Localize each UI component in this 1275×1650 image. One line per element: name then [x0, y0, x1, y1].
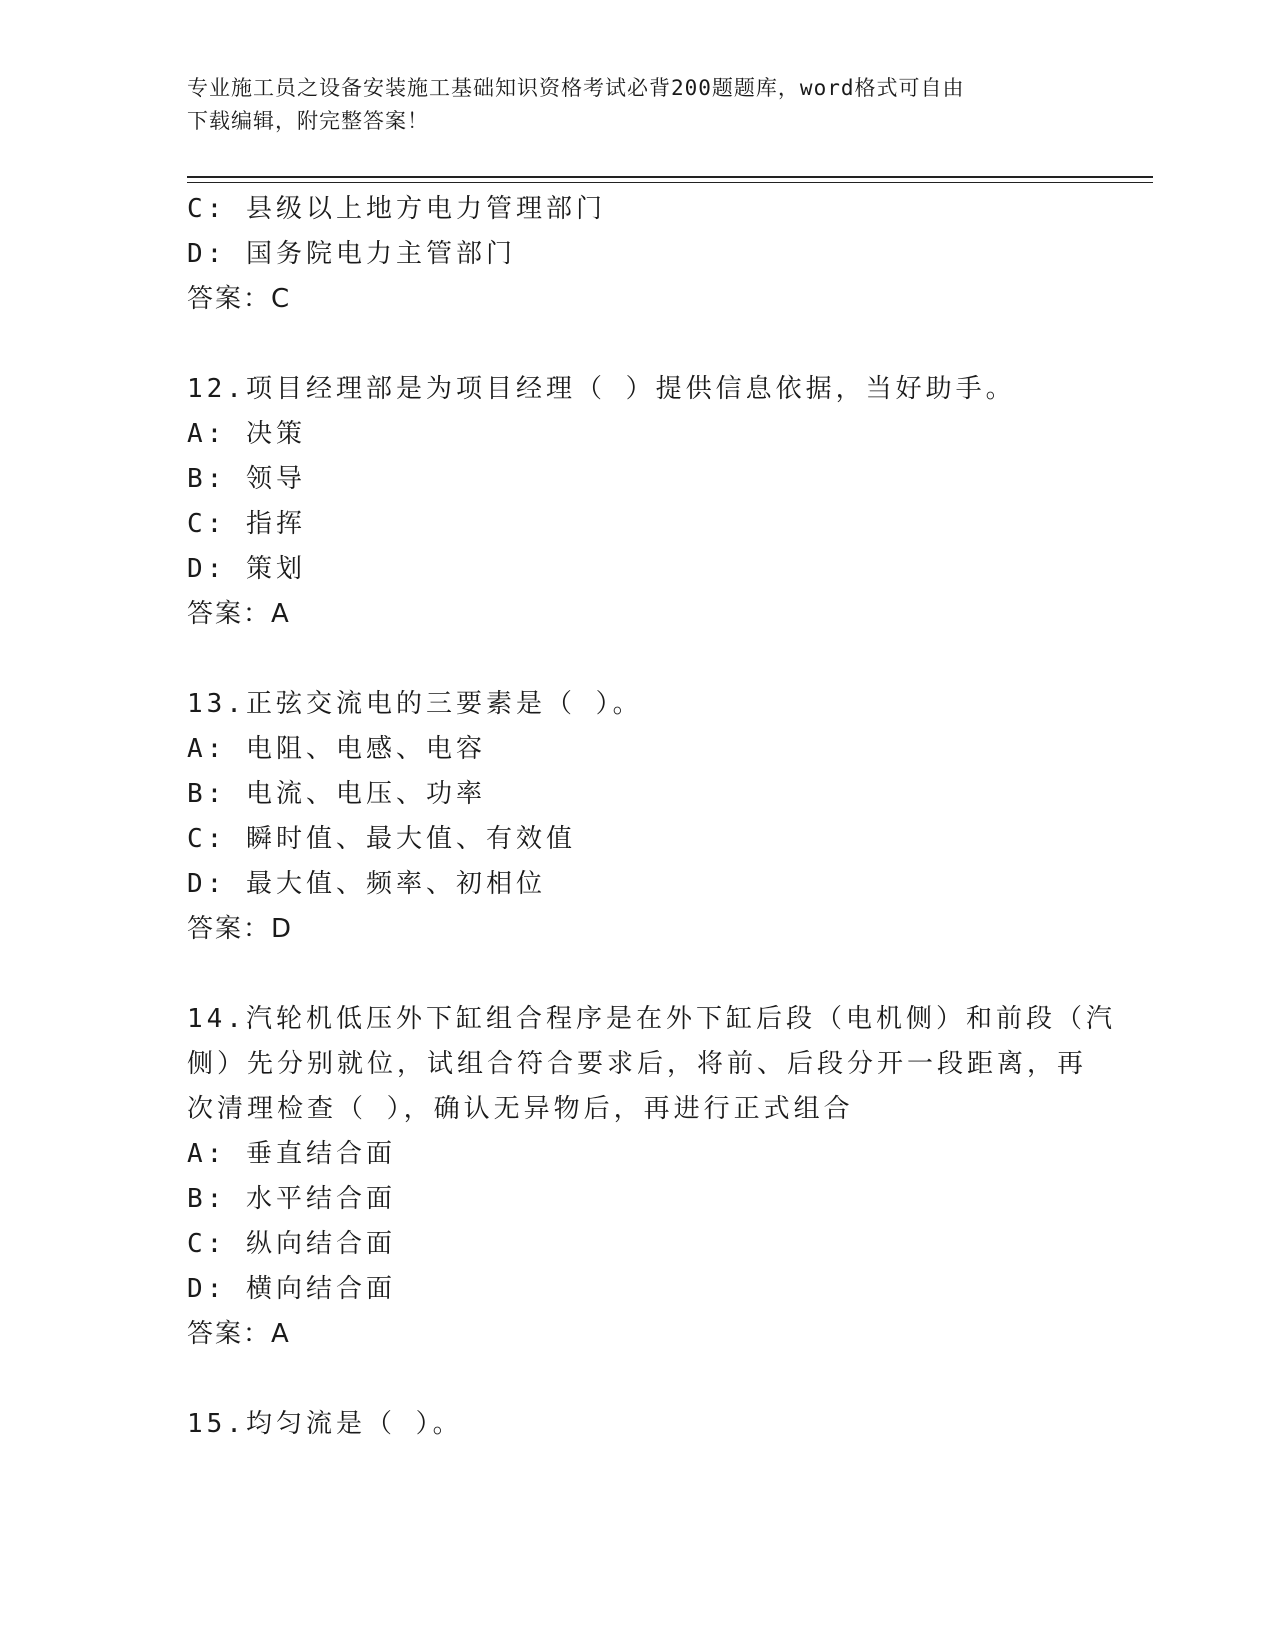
q11-option-d: D: 国务院电力主管部门: [187, 239, 516, 269]
q13-option-b: B: 电流、电压、功率: [187, 779, 486, 809]
q13-option-a: A: 电阻、电感、电容: [187, 734, 486, 764]
q12-question: 12.项目经理部是为项目经理（ ）提供信息依据，当好助手。: [187, 374, 1016, 404]
document-header: [187, 72, 1067, 138]
q13-question: 13.正弦交流电的三要素是（ ）。: [187, 689, 643, 719]
q12-option-b: B: 领导: [187, 464, 306, 494]
q12-option-a: A: 决策: [187, 419, 306, 449]
q13-option-d: D: 最大值、频率、初相位: [187, 869, 546, 899]
q14-question-line-1: 14.汽轮机低压外下缸组合程序是在外下缸后段（电机侧）和前段（汽: [187, 1004, 1116, 1034]
q14-question-line-2: 侧）先分别就位，试组合符合要求后，将前、后段分开一段距离，再: [187, 1049, 1088, 1079]
q14-question-line-3: 次清理检查（ ），确认无异物后，再进行正式组合: [187, 1094, 854, 1124]
header-rule-thin: [187, 182, 1153, 183]
q14-option-b: B: 水平结合面: [187, 1184, 396, 1214]
q14-option-d: D: 横向结合面: [187, 1274, 396, 1304]
q14-option-c: C: 纵向结合面: [187, 1229, 396, 1259]
q12-answer: 答案：A: [187, 599, 291, 629]
q13-option-c: C: 瞬时值、最大值、有效值: [187, 824, 576, 854]
q15-question: 15.均匀流是（ ）。: [187, 1409, 463, 1439]
q12-option-d: D: 策划: [187, 554, 306, 584]
header-rule-thick: [187, 176, 1153, 178]
q14-answer: 答案：A: [187, 1319, 291, 1349]
header-line-2: 下载编辑，附完整答案！: [187, 109, 429, 133]
q14-option-a: A: 垂直结合面: [187, 1139, 396, 1169]
q11-option-c: C: 县级以上地方电力管理部门: [187, 194, 606, 224]
q11-answer: 答案：C: [187, 284, 292, 314]
q12-option-c: C: 指挥: [187, 509, 306, 539]
q13-answer: 答案：D: [187, 914, 294, 944]
header-line-1: 专业施工员之设备安装施工基础知识资格考试必背200题题库，word格式可自由: [187, 76, 965, 100]
